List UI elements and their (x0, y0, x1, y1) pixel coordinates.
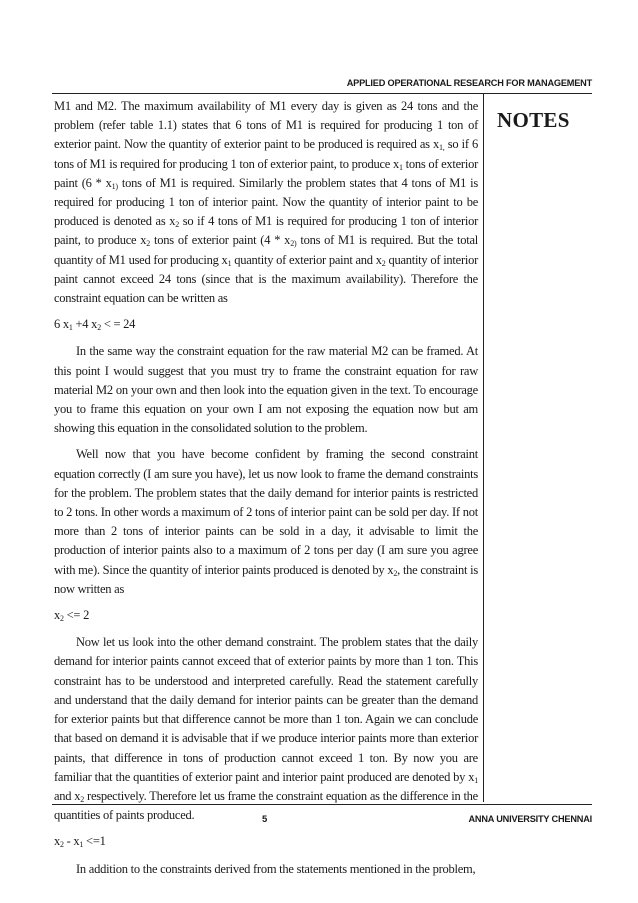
paragraph-difference-constraint: Now let us look into the other demand constraint. The problem states that the daily demand for interior paints cannot exceed that of exterior paints by more than 1 ton. This constraint has to be understood and interpreted carefully. Read the statement carefully and understand that the daily demand for interior paints can be greater than the demand for exterior paints but that difference cannot be more than 1 ton. Again we can conclude that based on demand it is advisable that if we produce interior paints more than exterior paints, that difference in tons of production cannot exceed 1 ton. By now you are familiar that the quantities of exterior paint and interior paint produced are denoted by $x_1$ and $x_2$ respectively. Therefore let us frame the constraint equation as the difference in the quantities of paints produced. (54, 635, 478, 823)
running-header: APPLIED OPERATIONAL RESEARCH FOR MANAGEMENT (346, 78, 592, 88)
paragraph-m2-constraint: In the same way the constraint equation for the raw material M2 can be framed. At this point I would suggest that you must try to frame the constraint equation for raw material M2 on your own and then look into the equation given in the text. To encourage you to frame this equation on your own I am not exposing the equation now but am showing this equation in the consolidated solution to the problem. (54, 344, 478, 436)
page-number: 5 (262, 814, 268, 825)
footer-rule (52, 804, 592, 805)
equation-difference: $x_2 - x_1 <=1$ (54, 834, 106, 850)
footer-university: ANNA UNIVERSITY CHENNAI (468, 814, 592, 824)
equation-demand: $x_2 <= 2$ (54, 608, 90, 624)
paragraph-m1-constraint: M1 and M2. The maximum availability of M1 every day is given as 24 tons and the problem (refer table 1.1) states that 6 tons of M1 is required for producing 1 ton of exterior paint. Now the quantity of exterior paint to be produced is required as $x_{1,}$ so if 6 tons of M1 is required for producing 1 ton of exterior paint, to produce $x_1$ tons of exterior paint ($6 * x_{1)}$ tons of M1 is required. Similarly the problem states that 4 tons of M1 is required for producing 1 ton of interior paint. Now the quantity of interior paint to be produced is denoted as $x_2$ so if 4 tons of M1 is required for producing 1 ton of interior paint, to produce $x_2$ tons of exterior paint ($4 * x_{2)}$ tons of M1 is required. But the total quantity of M1 used for producing $x_1$ quantity of exterior paint and $x_2$ quantity of interior paint cannot exceed 24 tons (since that is the maximum availability). Therefore the constraint equation can be written as (54, 99, 479, 306)
paragraph-additional-constraints: In addition to the constraints derived from the statements mentioned in the problem, (76, 861, 476, 876)
paragraph-demand-constraint: Well now that you have become confident by framing the second constraint equation correctly (I am sure you have), let us now look to frame the demand constraints for the problem. The problem states that the daily demand for interior paints is restricted to 2 tons. In other words a maximum of 2 tons of interior paint can be sold per day. If not more than 2 tons of interior paints can be sold in a day, it advisable to limit the production of interior paints also to a maximum of 2 tons per day (I am sure you agree with me). Since the quantity of interior paints produced is denoted by $x_2$, the constraint is now written as (54, 447, 478, 596)
notes-label: NOTES (497, 108, 570, 132)
equation-m1: 6 $x_1 +4$ $x_2$ < = 24 (54, 317, 136, 333)
header-rule (52, 93, 592, 94)
page-body (54, 97, 478, 879)
notes-column-divider (483, 94, 484, 802)
